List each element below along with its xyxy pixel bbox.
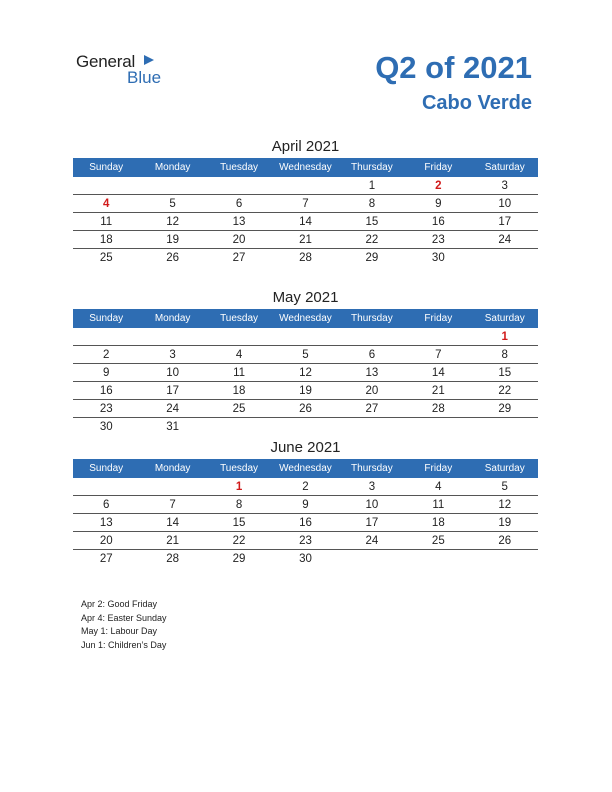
day-cell: 3 xyxy=(368,481,376,493)
day-cell: 16 xyxy=(431,216,445,228)
day-cell: 15 xyxy=(365,216,379,228)
day-cell xyxy=(139,478,205,495)
holiday-note: Apr 2: Good Friday xyxy=(81,599,158,609)
week-row xyxy=(73,478,538,496)
day-cell: 23 xyxy=(299,535,312,547)
weekday-label: Tuesday xyxy=(220,313,259,324)
weekday-label: Sunday xyxy=(89,162,124,173)
weekday-label: Thursday xyxy=(351,162,393,173)
day-cell: 14 xyxy=(166,517,180,529)
day-cell xyxy=(472,249,538,266)
day-cell: 21 xyxy=(166,535,180,547)
day-cell: 19 xyxy=(166,234,180,246)
logo-text-blue: Blue xyxy=(127,68,162,87)
day-cell: 26 xyxy=(498,535,512,547)
week-row xyxy=(73,418,538,435)
day-cell: 15 xyxy=(232,517,246,529)
month-title: June 2021 xyxy=(270,439,341,456)
week-row xyxy=(73,346,538,364)
day-cell xyxy=(405,550,471,567)
day-cell: 13 xyxy=(365,367,379,379)
day-cell: 19 xyxy=(299,385,312,397)
day-cell xyxy=(339,328,405,345)
weekday-label: Friday xyxy=(424,313,453,324)
day-cell xyxy=(272,328,338,345)
day-cell: 11 xyxy=(233,367,246,379)
day-cell: 21 xyxy=(299,234,312,246)
day-cell: 6 xyxy=(235,198,243,210)
day-cell: 9 xyxy=(435,198,442,210)
day-cell: 2 xyxy=(103,349,110,361)
weekday-label: Monday xyxy=(154,162,191,173)
day-cell xyxy=(405,418,471,435)
day-cell: 16 xyxy=(299,517,312,529)
day-cell: 24 xyxy=(498,234,512,246)
weekday-label: Friday xyxy=(424,162,453,173)
week-row xyxy=(73,496,538,514)
day-cell: 30 xyxy=(99,421,113,433)
week-row xyxy=(73,364,538,382)
day-cell: 18 xyxy=(431,517,445,529)
weekday-label: Tuesday xyxy=(220,463,259,474)
week-row xyxy=(73,400,538,418)
country-subtitle: Cabo Verde xyxy=(421,92,532,114)
day-cell: 12 xyxy=(498,499,512,511)
day-cell: 16 xyxy=(99,385,113,397)
day-cell: 22 xyxy=(365,234,379,246)
week-row xyxy=(73,249,538,266)
month-calendar-may xyxy=(73,287,538,435)
weekday-label: Thursday xyxy=(351,463,393,474)
day-cell xyxy=(139,328,205,345)
day-cell xyxy=(206,328,272,345)
day-cell: 3 xyxy=(169,349,176,361)
holiday-note: Jun 1: Children’s Day xyxy=(81,639,167,650)
day-cell: 26 xyxy=(299,403,312,415)
day-cell: 8 xyxy=(501,349,508,361)
weekday-label: Saturday xyxy=(484,313,525,324)
day-cell: 14 xyxy=(431,367,445,379)
day-cell: 10 xyxy=(365,499,379,511)
day-cell: 17 xyxy=(365,517,379,529)
day-cell xyxy=(73,478,139,495)
day-cell: 23 xyxy=(99,403,113,415)
holiday-note: May 1: Labour Day xyxy=(81,626,158,636)
day-cell xyxy=(73,328,139,345)
week-row xyxy=(73,532,538,550)
day-cell: 26 xyxy=(166,252,180,264)
weekday-label: Thursday xyxy=(351,313,393,324)
day-cell xyxy=(206,177,272,194)
week-row xyxy=(73,382,538,400)
month-calendar-april xyxy=(73,136,538,266)
day-cell xyxy=(339,418,405,435)
day-cell: 9 xyxy=(302,499,309,511)
day-cell: 4 xyxy=(435,481,442,493)
weekday-label: Friday xyxy=(424,463,453,474)
day-cell: 27 xyxy=(365,403,379,415)
day-cell: 13 xyxy=(232,216,246,228)
page-title: Q2 of 2021 xyxy=(375,50,532,85)
weekday-label: Saturday xyxy=(484,162,525,173)
day-cell: 29 xyxy=(498,403,512,415)
week-row xyxy=(73,195,538,213)
day-cell: 6 xyxy=(103,499,110,511)
day-cell xyxy=(472,418,538,435)
day-cell: 5 xyxy=(302,349,309,361)
day-cell: 25 xyxy=(232,403,246,415)
day-cell: 12 xyxy=(299,367,312,379)
day-cell: 25 xyxy=(99,252,113,264)
day-cell: 19 xyxy=(498,517,512,529)
week-row xyxy=(73,231,538,249)
day-cell: 22 xyxy=(232,535,246,547)
day-cell: 22 xyxy=(498,385,512,397)
day-cell: 5 xyxy=(169,198,176,210)
day-cell: 7 xyxy=(302,198,309,210)
weekday-label: Sunday xyxy=(89,313,124,324)
day-cell: 28 xyxy=(431,403,445,415)
day-cell: 17 xyxy=(498,216,512,228)
day-cell: 25 xyxy=(431,535,445,547)
day-cell: 6 xyxy=(368,349,376,361)
day-cell: 14 xyxy=(299,216,312,228)
holiday-note: Apr 4: Easter Sunday xyxy=(81,612,167,623)
day-cell: 5 xyxy=(501,481,508,493)
day-cell: 1 xyxy=(368,180,376,192)
weekday-header xyxy=(73,459,538,478)
day-cell xyxy=(472,550,538,567)
day-cell xyxy=(405,328,471,345)
week-row xyxy=(73,177,538,195)
week-row xyxy=(73,213,538,231)
day-cell: 20 xyxy=(99,535,113,547)
day-cell: 10 xyxy=(498,198,512,210)
day-cell: 2 xyxy=(302,481,309,493)
weekday-label: Monday xyxy=(154,313,191,324)
day-cell: 20 xyxy=(365,385,379,397)
day-cell: 1 xyxy=(235,481,243,493)
day-cell: 27 xyxy=(99,553,113,565)
holiday-notes xyxy=(81,598,167,652)
day-cell: 27 xyxy=(232,252,246,264)
day-cell: 28 xyxy=(166,553,180,565)
day-cell xyxy=(206,418,272,435)
weekday-label: Wednesday xyxy=(279,463,332,474)
day-cell: 24 xyxy=(365,535,379,547)
day-cell: 31 xyxy=(166,421,180,433)
day-cell: 11 xyxy=(432,499,445,511)
day-cell: 9 xyxy=(103,367,110,379)
day-cell: 4 xyxy=(103,198,110,210)
day-cell: 15 xyxy=(498,367,512,379)
day-cell xyxy=(139,177,205,194)
month-title: April 2021 xyxy=(271,138,340,155)
flag-icon xyxy=(143,54,155,66)
day-cell: 8 xyxy=(235,499,243,511)
day-cell: 13 xyxy=(99,517,113,529)
week-row xyxy=(73,328,538,346)
logo-text-general: General xyxy=(76,52,136,71)
day-cell: 28 xyxy=(299,252,312,264)
day-cell: 10 xyxy=(166,367,180,379)
day-cell: 20 xyxy=(232,234,246,246)
day-cell: 3 xyxy=(501,180,508,192)
day-cell: 2 xyxy=(435,180,442,192)
day-cell: 24 xyxy=(166,403,180,415)
day-cell xyxy=(272,177,338,194)
day-cell: 7 xyxy=(435,349,442,361)
month-title: May 2021 xyxy=(272,289,339,306)
weekday-label: Sunday xyxy=(89,463,124,474)
day-cell: 8 xyxy=(368,198,376,210)
week-row xyxy=(73,514,538,532)
day-cell: 17 xyxy=(166,385,180,397)
day-cell: 4 xyxy=(235,349,243,361)
weekday-label: Saturday xyxy=(484,463,525,474)
day-cell xyxy=(73,177,139,194)
logo xyxy=(76,52,176,88)
weekday-header xyxy=(73,158,538,177)
day-cell: 11 xyxy=(100,216,113,228)
weekday-label: Wednesday xyxy=(279,162,332,173)
day-cell: 29 xyxy=(365,252,379,264)
day-cell: 23 xyxy=(431,234,445,246)
weekday-header xyxy=(73,309,538,328)
day-cell: 29 xyxy=(232,553,246,565)
weekday-label: Monday xyxy=(154,463,191,474)
day-cell: 21 xyxy=(431,385,445,397)
day-cell xyxy=(272,418,338,435)
day-cell: 18 xyxy=(99,234,113,246)
week-row xyxy=(73,550,538,567)
day-cell: 1 xyxy=(501,331,508,343)
day-cell: 18 xyxy=(232,385,246,397)
weekday-label: Wednesday xyxy=(279,313,332,324)
day-cell: 12 xyxy=(166,216,180,228)
weekday-label: Tuesday xyxy=(220,162,259,173)
day-cell xyxy=(339,550,405,567)
day-cell: 30 xyxy=(431,252,445,264)
day-cell: 30 xyxy=(299,553,312,565)
day-cell: 7 xyxy=(169,499,176,511)
month-calendar-june xyxy=(73,437,538,567)
